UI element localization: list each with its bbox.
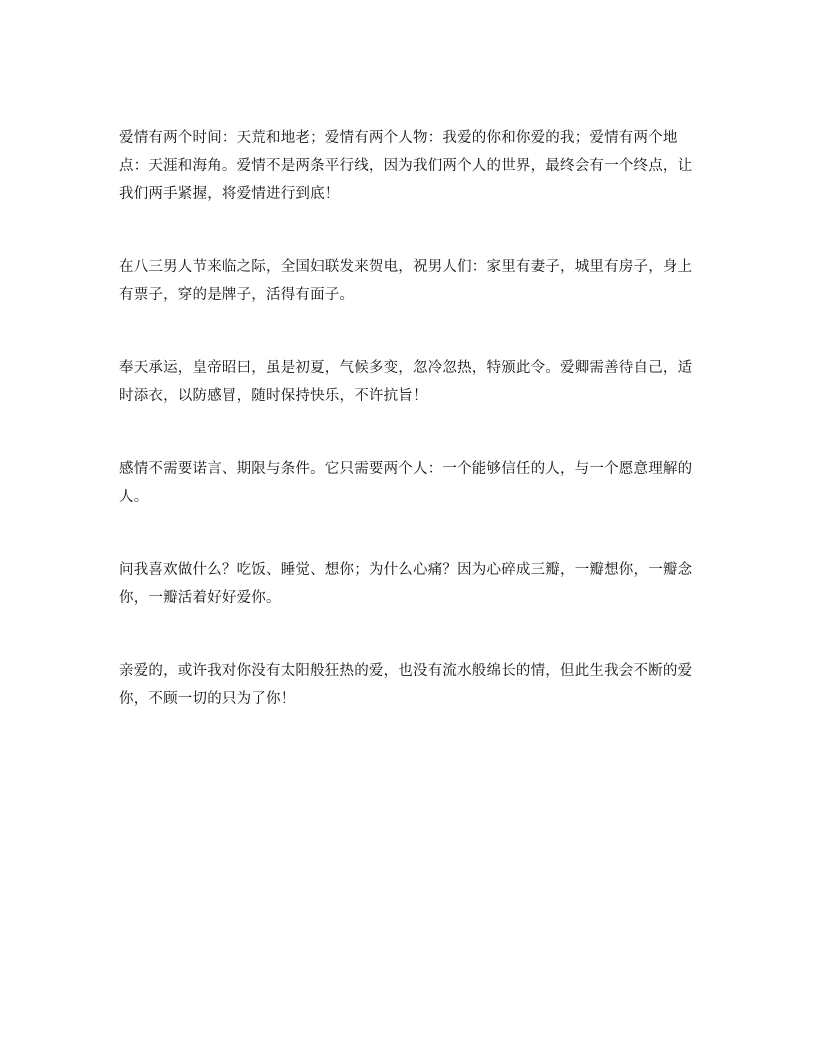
paragraph-imperial-edict: 奉天承运，皇帝昭曰，虽是初夏，气候多变，忽冷忽热，特颁此令。爱卿需善待自己，适时添衣，以防感冒，随时保持快乐，不许抗旨！ [119, 360, 693, 404]
paragraph-mens-day-greeting: 在八三男人节来临之际，全国妇联发来贺电，祝男人们：家里有妻子，城里有房子，身上有票子，穿的是牌子，活得有面子。 [119, 259, 693, 303]
paragraph-trust-understanding: 感情不需要诺言、期限与条件。它只需要两个人：一个能够信任的人，与一个愿意理解的人。 [119, 461, 693, 505]
paragraph-love-time-place: 爱情有两个时间：天荒和地老；爱情有两个人物：我爱的你和你爱的我；爱情有两个地点：天涯和海角。爱情不是两条平行线，因为我们两个人的世界，最终会有一个终点，让我们两手紧握，将爱情进行到底！ [119, 130, 693, 202]
document-body [119, 124, 699, 713]
paragraph-heart-three-pieces: 问我喜欢做什么？吃饭、睡觉、想你；为什么心痛？因为心碎成三瓣，一瓣想你，一瓣念你，一瓣活着好好爱你。 [119, 562, 693, 606]
paragraph-dear-love: 亲爱的，或许我对你没有太阳般狂热的爱，也没有流水般绵长的情，但此生我会不断的爱你，不顾一切的只为了你！ [119, 663, 693, 707]
